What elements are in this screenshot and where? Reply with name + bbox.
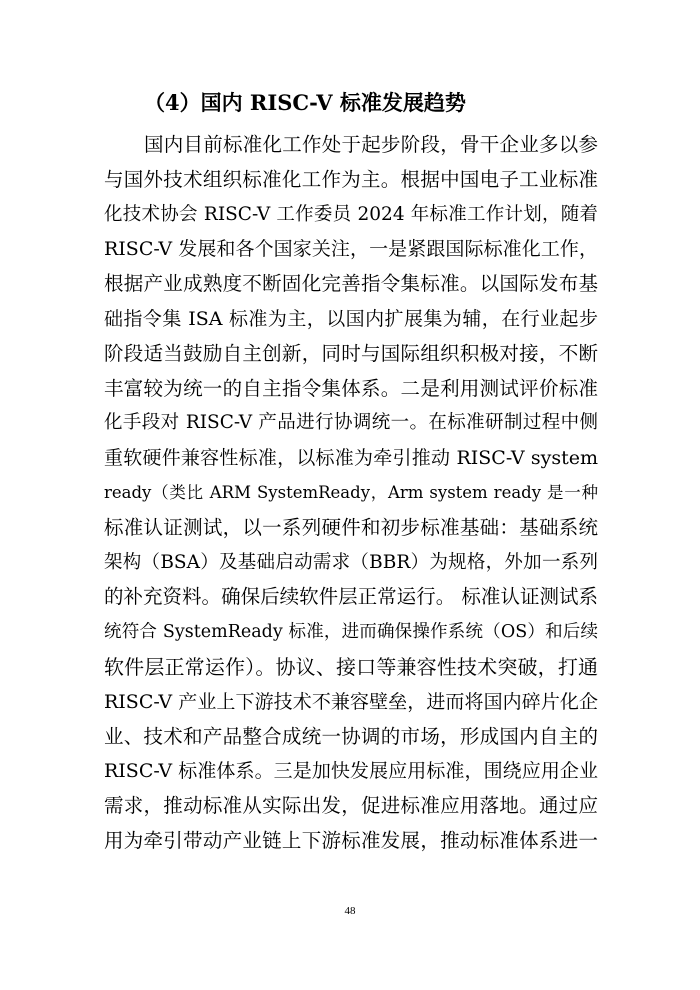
paragraph-line: 软件层正常运作）。协议、接口等兼容性技术突破，打通 xyxy=(104,655,598,679)
page-number: 48 xyxy=(344,905,356,917)
paragraph-line: 化手段对 RISC-V 产品进行协调统一。在标准研制过程中侧 xyxy=(104,412,598,434)
paragraph-line: 与国外技术组织标准化工作为主。根据中国电子工业标准 xyxy=(104,167,598,191)
paragraph-line: 丰富较为统一的自主指令集体系。二是利用测试评价标准 xyxy=(104,376,598,400)
paragraph-line: 础指令集 ISA 标准为主，以国内扩展集为辅，在行业起步 xyxy=(104,308,598,330)
paragraph-line: 阶段适当鼓励自主创新，同时与国际组织积极对接，不断 xyxy=(104,341,598,365)
paragraph-line: 架构（BSA）及基础启动需求（BBR）为规格，外加一系列 xyxy=(104,551,598,573)
paragraph-line: 业、技术和产品整合成统一协调的市场，形成国内自主的 xyxy=(104,724,598,748)
paragraph-line: 国内目前标准化工作处于起步阶段，骨干企业多以参 xyxy=(144,133,598,156)
paragraph-line: 统符合 SystemReady 标准，进而确保操作系统（OS）和后续 xyxy=(104,622,598,643)
paragraph-line: RISC-V 产业上下游技术不兼容壁垒，进而将国内碎片化企 xyxy=(104,690,598,713)
paragraph-line: RISC-V 发展和各个国家关注，一是紧跟国际标准化工作， xyxy=(104,238,598,261)
paragraph-line: 用为牵引带动产业链上下游标准发展，推动标准体系进一 xyxy=(104,829,598,852)
paragraph-line: 重软硬件兼容性标准，以标准为牵引推动 RISC-V system xyxy=(104,447,598,470)
paragraph-line: 根据产业成熟度不断固化完善指令集标准。以国际发布基 xyxy=(104,272,598,296)
paragraph-line: 的补充资料。确保后续软件层正常运行。 标准认证测试系 xyxy=(104,585,598,609)
paragraph-line: RISC-V 标准体系。三是加快发展应用标准，围绕应用企业 xyxy=(104,760,598,783)
paragraph-line: ready（类比 ARM SystemReady，Arm system ready 是一种 xyxy=(104,483,598,502)
paragraph-line: 需求，推动标准从实际出发，促进标准应用落地。通过应 xyxy=(104,794,598,818)
section-heading: （4）国内 RISC-V 标准发展趋势 xyxy=(144,90,466,115)
paragraph-line: 化技术协会 RISC-V 工作委员 2024 年标准工作计划，随着 xyxy=(104,203,598,225)
paragraph-line: 标准认证测试，以一系列硬件和初步标准基础：基础系统 xyxy=(104,515,598,539)
